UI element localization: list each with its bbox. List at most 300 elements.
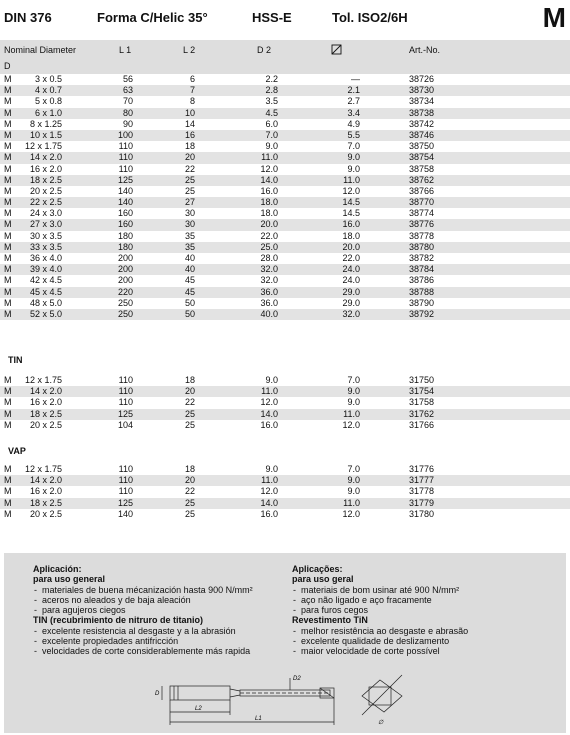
cell-m: M <box>4 241 12 252</box>
cell-m: M <box>4 275 12 286</box>
table-row <box>0 242 570 253</box>
table-row <box>0 96 570 107</box>
cell-l1: 110 <box>118 141 133 152</box>
cell-m: M <box>4 230 12 241</box>
cell-d3: 14.5 <box>342 208 360 219</box>
cell-d3: 11.0 <box>343 174 360 185</box>
table-row <box>0 119 570 130</box>
cell-m: M <box>4 286 12 297</box>
list-item: - excelente qualidade de deslizamento <box>292 636 468 646</box>
col-l1: L 1 <box>119 45 132 55</box>
cell-l2: 27 <box>184 197 195 208</box>
cell-l1: 56 <box>122 74 133 84</box>
cell-art: 31778 <box>409 486 435 497</box>
cell-d3: 9.0 <box>347 386 360 397</box>
cell-size: 16 x 2.0 <box>29 397 62 408</box>
cell-art: 38762 <box>409 174 435 185</box>
cell-d3: 7.0 <box>347 375 360 385</box>
cell-size: 8 x 1.25 <box>29 118 62 129</box>
cell-d3: 18.0 <box>342 230 360 241</box>
table-row <box>0 164 570 175</box>
cell-m: M <box>4 297 12 308</box>
list-item: - para furos cegos <box>292 605 468 615</box>
list-item: - materiais de bom usinar até 900 N/mm² <box>292 585 468 595</box>
cell-l1: 250 <box>117 308 133 319</box>
cell-m: M <box>4 118 12 129</box>
cell-d2: 14.0 <box>260 408 278 419</box>
cell-l2: 20 <box>184 386 195 397</box>
cell-size: 18 x 2.5 <box>29 408 62 419</box>
cell-l2: 14 <box>184 118 195 129</box>
cell-art: 38754 <box>409 152 435 163</box>
cell-l1: 200 <box>117 253 133 263</box>
info-es-sub1: para uso general <box>33 574 106 585</box>
cell-d3: 2.1 <box>347 85 360 96</box>
cell-art: 31766 <box>409 419 435 430</box>
table-row <box>0 298 570 309</box>
cell-l2: 35 <box>184 241 195 252</box>
cell-art: 38726 <box>409 74 435 84</box>
cell-l1: 125 <box>117 408 133 419</box>
tolerance-label: Tol. ISO2/6H <box>332 10 408 25</box>
tin-section-title: TIN <box>8 355 23 365</box>
cell-d3: 12.0 <box>342 508 360 519</box>
cell-d3: 12.0 <box>342 185 360 196</box>
cell-size: 52 x 5.0 <box>29 308 62 319</box>
cell-m: M <box>4 197 12 208</box>
tap-drawing <box>140 670 420 730</box>
cell-l2: 22 <box>184 397 195 408</box>
cell-l1: 180 <box>117 230 133 241</box>
dim-l1: L1 <box>255 716 262 722</box>
list-item: - excelente propiedades antifricción <box>33 636 253 646</box>
col-l2: L 2 <box>183 45 196 55</box>
cell-art: 38766 <box>409 185 435 196</box>
cell-d3: 5.5 <box>347 129 360 140</box>
dim-d: D <box>155 691 160 697</box>
cell-l1: 125 <box>117 174 133 185</box>
cell-art: 38790 <box>409 297 435 308</box>
cell-d3: 29.0 <box>342 297 360 308</box>
cell-l1: 104 <box>117 419 133 430</box>
cell-d2: 11.0 <box>261 386 278 397</box>
cell-l1: 110 <box>118 375 133 385</box>
cell-size: 14 x 2.0 <box>29 386 62 397</box>
info-es-sub2: TIN (recubrimiento de nitruro de titanio) <box>33 615 204 626</box>
cell-l2: 10 <box>184 107 195 118</box>
standard-label: DIN 376 <box>4 10 52 25</box>
cell-l1: 200 <box>117 264 133 275</box>
cell-size: 30 x 3.5 <box>29 230 62 241</box>
diameter-square-icon <box>331 44 342 55</box>
cell-l1: 160 <box>117 208 133 219</box>
cell-l2: 22 <box>184 486 195 497</box>
cell-m: M <box>4 107 12 118</box>
cell-d3: 7.0 <box>347 464 360 474</box>
cell-size: 20 x 2.5 <box>29 419 62 430</box>
cell-l2: 30 <box>184 219 195 230</box>
cell-size: 12 x 1.75 <box>24 464 62 474</box>
cell-art: 38734 <box>409 96 435 107</box>
list-item: - materiales de buena mécanización hasta 900 N/mm² <box>33 585 253 595</box>
cell-d2: 18.0 <box>260 197 278 208</box>
cell-l2: 16 <box>184 129 195 140</box>
cell-l2: 18 <box>184 375 195 385</box>
table-row <box>0 275 570 286</box>
table-row <box>0 386 570 397</box>
cell-d2: 20.0 <box>260 219 278 230</box>
cell-m: M <box>4 85 12 96</box>
cell-l2: 50 <box>184 308 195 319</box>
info-pt-heading: Aplicações: <box>292 564 343 574</box>
cell-l2: 22 <box>184 163 195 174</box>
cell-l2: 25 <box>184 497 195 508</box>
cell-l2: 18 <box>184 141 195 152</box>
cell-d3: 2.7 <box>347 96 360 107</box>
table-row <box>0 219 570 230</box>
cell-size: 24 x 3.0 <box>29 208 62 219</box>
cell-d3: 7.0 <box>347 141 360 152</box>
cell-d3: 11.0 <box>343 408 360 419</box>
cell-l1: 110 <box>118 486 133 497</box>
cell-l2: 25 <box>184 174 195 185</box>
cell-m: M <box>4 208 12 219</box>
cell-l2: 45 <box>184 275 195 286</box>
cell-art: 31776 <box>409 464 435 474</box>
cell-l1: 200 <box>117 275 133 286</box>
material-label: HSS-E <box>252 10 292 25</box>
cell-m: M <box>4 464 12 474</box>
table-row <box>0 141 570 152</box>
cell-l2: 18 <box>184 464 195 474</box>
table-row <box>0 397 570 408</box>
cell-art: 38750 <box>409 141 435 152</box>
cell-d2: 14.0 <box>260 497 278 508</box>
cell-size: 33 x 3.5 <box>29 241 62 252</box>
cell-art: 31762 <box>409 408 435 419</box>
cell-m: M <box>4 386 12 397</box>
cell-d3: 29.0 <box>342 286 360 297</box>
cell-l2: 40 <box>184 253 195 263</box>
cell-l2: 25 <box>184 408 195 419</box>
cell-l2: 8 <box>189 96 195 107</box>
cell-l2: 25 <box>184 419 195 430</box>
table-row <box>0 309 570 320</box>
cell-d2: 25.0 <box>260 241 278 252</box>
cell-m: M <box>4 264 12 275</box>
cell-art: 31777 <box>409 475 435 486</box>
cell-size: 3 x 0.5 <box>34 74 62 84</box>
cell-l2: 30 <box>184 208 195 219</box>
cell-size: 16 x 2.0 <box>29 163 62 174</box>
cell-d3: 24.0 <box>342 275 360 286</box>
cell-l2: 6 <box>189 74 195 84</box>
cell-d2: 36.0 <box>260 297 278 308</box>
cell-size: 20 x 2.5 <box>29 185 62 196</box>
cell-m: M <box>4 219 12 230</box>
cell-art: 38770 <box>409 197 435 208</box>
cell-art: 31750 <box>409 375 435 385</box>
table-row <box>0 231 570 242</box>
cell-d2: 18.0 <box>260 208 278 219</box>
cell-size: 20 x 2.5 <box>29 508 62 519</box>
cell-d2: 9.0 <box>265 375 278 385</box>
table-row <box>0 287 570 298</box>
main-table <box>0 74 570 320</box>
cell-d3: 32.0 <box>342 308 360 319</box>
cell-art: 31779 <box>409 497 435 508</box>
cell-art: 38792 <box>409 308 435 319</box>
cell-m: M <box>4 253 12 263</box>
cell-l1: 110 <box>118 464 133 474</box>
cell-size: 6 x 1.0 <box>34 107 62 118</box>
cell-size: 48 x 5.0 <box>29 297 62 308</box>
cell-d3: 9.0 <box>347 152 360 163</box>
table-row <box>0 253 570 264</box>
cell-m: M <box>4 397 12 408</box>
cell-art: 38746 <box>409 129 435 140</box>
cell-d2: 36.0 <box>260 286 278 297</box>
table-row <box>0 208 570 219</box>
cell-d3: 14.5 <box>342 197 360 208</box>
cell-d3: 16.0 <box>342 219 360 230</box>
cell-l2: 20 <box>184 152 195 163</box>
cell-m: M <box>4 375 12 385</box>
cell-m: M <box>4 141 12 152</box>
cell-size: 16 x 2.0 <box>29 486 62 497</box>
cell-d2: 4.5 <box>265 107 278 118</box>
cell-art: 38776 <box>409 219 435 230</box>
dim-l2: L2 <box>195 706 202 712</box>
vap-table <box>0 464 570 520</box>
thread-letter: M <box>542 2 566 33</box>
cell-size: 12 x 1.75 <box>24 375 62 385</box>
cell-art: 38778 <box>409 230 435 241</box>
cell-l1: 80 <box>122 107 133 118</box>
cell-l2: 45 <box>184 286 195 297</box>
cell-l1: 160 <box>117 219 133 230</box>
table-row <box>0 175 570 186</box>
cell-l1: 250 <box>117 297 133 308</box>
cell-d2: 16.0 <box>260 419 278 430</box>
info-es-heading: Aplicación: <box>33 564 82 574</box>
cell-l2: 25 <box>184 185 195 196</box>
cell-art: 38788 <box>409 286 435 297</box>
table-row <box>0 420 570 431</box>
cell-l1: 110 <box>118 163 133 174</box>
table-row <box>0 475 570 486</box>
cell-d2: 16.0 <box>260 185 278 196</box>
col-art: Art.-No. <box>409 45 441 55</box>
cell-d3: — <box>351 74 360 84</box>
cell-art: 38782 <box>409 253 435 263</box>
cell-size: 10 x 1.5 <box>29 129 62 140</box>
cell-d3: 22.0 <box>342 253 360 263</box>
cell-art: 38730 <box>409 85 435 96</box>
cell-l1: 100 <box>117 129 133 140</box>
table-row <box>0 409 570 420</box>
cell-art: 38758 <box>409 163 435 174</box>
cell-m: M <box>4 419 12 430</box>
cell-size: 39 x 4.0 <box>29 264 62 275</box>
cell-d2: 14.0 <box>260 174 278 185</box>
cell-l2: 7 <box>189 85 195 96</box>
cell-size: 22 x 2.5 <box>29 197 62 208</box>
column-header <box>0 40 570 74</box>
col-d2: D 2 <box>257 45 272 55</box>
table-row <box>0 152 570 163</box>
table-row <box>0 108 570 119</box>
info-spanish <box>33 564 253 657</box>
table-row <box>0 85 570 96</box>
cell-d3: 3.4 <box>347 107 360 118</box>
cell-art: 38738 <box>409 107 435 118</box>
cell-d3: 12.0 <box>342 419 360 430</box>
cell-d2: 32.0 <box>260 264 278 275</box>
cell-m: M <box>4 185 12 196</box>
cell-l1: 125 <box>117 497 133 508</box>
table-row <box>0 486 570 497</box>
cell-d2: 7.0 <box>265 129 278 140</box>
cell-size: 45 x 4.5 <box>29 286 62 297</box>
cell-d2: 28.0 <box>260 253 278 263</box>
cell-l1: 70 <box>122 96 133 107</box>
cell-l2: 40 <box>184 264 195 275</box>
cell-l1: 140 <box>117 185 133 196</box>
cell-size: 27 x 3.0 <box>29 219 62 230</box>
table-row <box>0 130 570 141</box>
cell-art: 38784 <box>409 264 435 275</box>
cell-l2: 20 <box>184 475 195 486</box>
cell-l2: 50 <box>184 297 195 308</box>
cell-d2: 11.0 <box>261 475 278 486</box>
cell-l1: 110 <box>118 475 133 486</box>
form-label: Forma C/Helic 35° <box>97 10 208 25</box>
col-nominal: Nominal Diameter <box>4 45 77 55</box>
cell-d2: 12.0 <box>260 397 278 408</box>
cell-d3: 4.9 <box>347 118 360 129</box>
cell-d3: 11.0 <box>343 497 360 508</box>
list-item: - aceros no aleados y de baja aleación <box>33 595 253 605</box>
cell-size: 14 x 2.0 <box>29 475 62 486</box>
cell-d2: 2.2 <box>265 74 278 84</box>
cell-m: M <box>4 152 12 163</box>
cell-m: M <box>4 96 12 107</box>
cell-d2: 22.0 <box>260 230 278 241</box>
cell-d2: 40.0 <box>260 308 278 319</box>
cell-l1: 140 <box>117 197 133 208</box>
cell-art: 31758 <box>409 397 435 408</box>
cell-size: 18 x 2.5 <box>29 497 62 508</box>
cell-l1: 110 <box>118 152 133 163</box>
cell-art: 31780 <box>409 508 435 519</box>
cell-d2: 2.8 <box>265 85 278 96</box>
list-item: - para agujeros ciegos <box>33 605 253 615</box>
cell-l1: 90 <box>122 118 133 129</box>
cell-art: 31754 <box>409 386 435 397</box>
cell-d2: 9.0 <box>265 141 278 152</box>
cell-l1: 63 <box>122 85 133 96</box>
cell-d3: 9.0 <box>347 475 360 486</box>
cell-size: 18 x 2.5 <box>29 174 62 185</box>
table-row <box>0 74 570 85</box>
list-item: - melhor resistência ao desgaste e abrasão <box>292 626 468 636</box>
cell-d3: 9.0 <box>347 397 360 408</box>
cell-d2: 16.0 <box>260 508 278 519</box>
cell-m: M <box>4 129 12 140</box>
vap-section-title: VAP <box>8 446 26 456</box>
cell-l1: 110 <box>118 397 133 408</box>
cell-d2: 11.0 <box>261 152 278 163</box>
cell-d2: 6.0 <box>265 118 278 129</box>
cell-m: M <box>4 163 12 174</box>
table-row <box>0 375 570 386</box>
cell-art: 38742 <box>409 118 435 129</box>
list-item: - excelente resistencia al desgaste y a la abrasión <box>33 626 253 636</box>
cell-d3: 20.0 <box>342 241 360 252</box>
cell-d2: 9.0 <box>265 464 278 474</box>
list-item: - velocidades de corte considerablemente más rapida <box>33 646 253 656</box>
table-row <box>0 186 570 197</box>
cell-art: 38780 <box>409 241 435 252</box>
cell-m: M <box>4 486 12 497</box>
col-nominal-sub: D <box>4 61 11 71</box>
cell-d2: 3.5 <box>265 96 278 107</box>
list-item: - aço não ligado e aço fracamente <box>292 595 468 605</box>
cell-size: 12 x 1.75 <box>24 141 62 152</box>
tin-table <box>0 375 570 431</box>
cell-art: 38774 <box>409 208 435 219</box>
dim-d2: D2 <box>293 676 301 682</box>
dim-d3: ∅ <box>378 720 384 726</box>
cell-l1: 140 <box>117 508 133 519</box>
cell-size: 42 x 4.5 <box>29 275 62 286</box>
list-item: - maior velocidade de corte possível <box>292 646 468 656</box>
table-row <box>0 464 570 475</box>
cell-size: 36 x 4.0 <box>29 253 62 263</box>
page-header <box>0 0 570 34</box>
cell-d3: 24.0 <box>342 264 360 275</box>
cell-l2: 25 <box>184 508 195 519</box>
info-pt-sub2: Revestimento TiN <box>292 615 368 626</box>
cell-l1: 110 <box>118 386 133 397</box>
cell-l1: 180 <box>117 241 133 252</box>
table-row <box>0 498 570 509</box>
cell-d2: 32.0 <box>260 275 278 286</box>
cell-m: M <box>4 308 12 319</box>
table-row <box>0 264 570 275</box>
table-row <box>0 509 570 520</box>
cell-m: M <box>4 508 12 519</box>
cell-d2: 12.0 <box>260 486 278 497</box>
table-row <box>0 197 570 208</box>
cell-size: 5 x 0.8 <box>34 96 62 107</box>
cell-d3: 9.0 <box>347 486 360 497</box>
cell-d3: 9.0 <box>347 163 360 174</box>
cell-size: 14 x 2.0 <box>29 152 62 163</box>
cell-m: M <box>4 408 12 419</box>
cell-l1: 220 <box>117 286 133 297</box>
info-portuguese <box>292 564 468 657</box>
cell-m: M <box>4 74 12 84</box>
cell-art: 38786 <box>409 275 435 286</box>
cell-l2: 35 <box>184 230 195 241</box>
info-pt-sub1: para uso geral <box>292 574 354 585</box>
col-d3 <box>331 44 342 57</box>
cell-m: M <box>4 174 12 185</box>
cell-m: M <box>4 475 12 486</box>
cell-size: 4 x 0.7 <box>34 85 62 96</box>
